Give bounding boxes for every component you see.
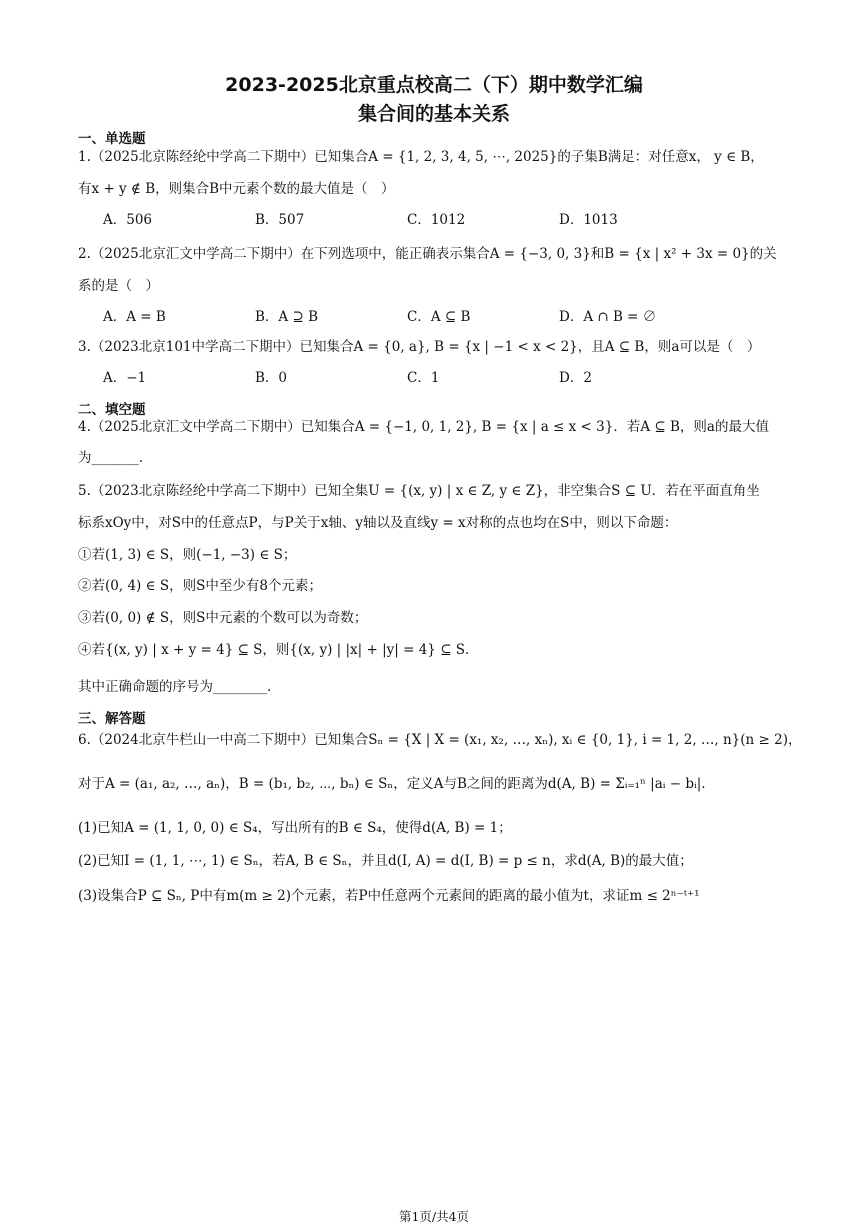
option-a: A．506 <box>103 212 153 228</box>
section-heading-fill-in: 二、填空题 <box>78 402 146 418</box>
option-d: D．2 <box>559 370 592 386</box>
question-2-line-1: 2.（2025北京汇文中学高二下期中）在下列选项中，能正确表示集合A = {−3, 0, 3}和B = {x | x² + 3x = 0}的关 <box>78 246 777 262</box>
question-5-line-2: 标系xOy中，对S中的任意点P，与P关于x轴、y轴以及直线y = x对称的点也均在S中，则以下命题： <box>78 515 678 531</box>
question-5-ask: 其中正确命题的序号为________. <box>78 679 272 695</box>
option-b: B．507 <box>255 212 305 228</box>
question-3-line-1: 3.（2023北京101中学高二下期中）已知集合A = {0, a}, B = {x | −1 < x < 2}，且A ⊆ B，则a可以是（ ） <box>78 339 761 355</box>
question-6-line-2: 对于A = (a₁, a₂, …, aₙ)，B = (b₁, b₂, ⋯, bₙ) ∈ Sₙ，定义A与B之间的距离为d(A, B) = Σᵢ₌₁ⁿ |aᵢ − bᵢ|. <box>78 776 706 792</box>
option-b: B．0 <box>255 370 288 386</box>
option-b: B．A ⊇ B <box>255 309 318 325</box>
option-d: D．1013 <box>559 212 618 228</box>
section-heading-single-choice: 一、单选题 <box>78 131 146 147</box>
question-4-line-2: 为_______. <box>78 450 144 466</box>
question-3-options <box>103 369 743 387</box>
question-6-line-1: 6.（2024北京牛栏山一中高二下期中）已知集合Sₙ = {X | X = (x₁, x₂, …, xₙ), xᵢ ∈ {0, 1}, i = 1, 2, …, n}(n ≥ 2)， <box>78 732 802 748</box>
question-5-line-1: 5.（2023北京陈经纶中学高二下期中）已知全集U = {(x, y) | x ∈ Z, y ∈ Z}，非空集合S ⊆ U．若在平面直角坐 <box>78 483 760 499</box>
question-5-proposition-3: ③若(0, 0) ∉ S，则S中元素的个数可以为奇数； <box>78 610 368 626</box>
question-1-line-2: 有x + y ∉ B，则集合B中元素个数的最大值是（ ） <box>78 181 395 197</box>
page-number: 第1页/共4页 <box>398 1209 470 1224</box>
question-5-proposition-4: ④若{(x, y) | x + y = 4} ⊆ S，则{(x, y) | |x| + |y| = 4} ⊆ S． <box>78 642 479 658</box>
option-c: C．A ⊆ B <box>407 309 471 325</box>
question-5-proposition-1: ①若(1, 3) ∈ S，则(−1, −3) ∈ S； <box>78 547 297 563</box>
option-a: A．−1 <box>103 370 147 386</box>
question-2-options <box>103 308 743 326</box>
question-1-line-1: 1.（2025北京陈经纶中学高二下期中）已知集合A = {1, 2, 3, 4, 5, ⋯, 2025}的子集B满足：对任意x， y ∈ B， <box>78 149 764 165</box>
question-4-line-1: 4.（2025北京汇文中学高二下期中）已知集合A = {−1, 0, 1, 2}, B = {x | a ≤ x < 3}．若A ⊆ B，则a的最大值 <box>78 419 769 435</box>
page-title: 2023-2025北京重点校高二（下）期中数学汇编 <box>225 74 643 96</box>
option-c: C．1012 <box>407 212 466 228</box>
page-subtitle: 集合间的基本关系 <box>357 103 510 125</box>
option-d: D．A ∩ B = ∅ <box>559 309 657 325</box>
option-a: A．A = B <box>103 309 166 325</box>
question-6-part-1: (1)已知A = (1, 1, 0, 0) ∈ S₄，写出所有的B ∈ S₄，使得d(A, B) = 1； <box>78 820 512 836</box>
section-heading-solution: 三、解答题 <box>78 711 146 727</box>
question-1-options <box>103 211 743 229</box>
question-2-line-2: 系的是（ ） <box>78 278 159 294</box>
question-6-part-3: (3)设集合P ⊆ Sₙ, P中有m(m ≥ 2)个元素，若P中任意两个元素间的距离的最小值为t，求证m ≤ 2ⁿ⁻ᵗ⁺¹ <box>78 888 700 904</box>
question-6-part-2: (2)已知I = (1, 1, ⋯, 1) ∈ Sₙ，若A, B ∈ Sₙ，并且d(I, A) = d(I, B) = p ≤ n，求d(A, B)的最大值； <box>78 853 693 869</box>
question-5-proposition-2: ②若(0, 4) ∈ S，则S中至少有8个元素； <box>78 578 322 594</box>
option-c: C．1 <box>407 370 440 386</box>
